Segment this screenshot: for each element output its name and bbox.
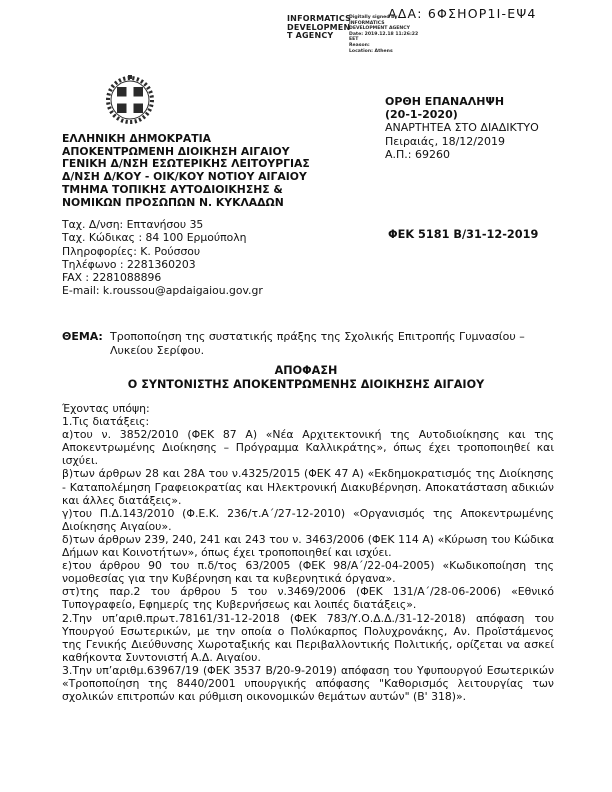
- ada-code: ΑΔΑ: 6ΦΣΗΟΡ1Ι-ΕΨ4: [388, 6, 537, 21]
- correct-repetition-date: (20-1-2020): [385, 108, 458, 122]
- signature-agency-line: INFORMATICS: [287, 14, 352, 23]
- signature-details: [349, 15, 418, 54]
- signature-detail-line: DEVELOPMENT AGENCY: [349, 26, 410, 32]
- decision-body: [62, 402, 554, 703]
- signature-detail-line: Date: 2019.12.18 11:26:22: [349, 31, 419, 37]
- body-paragraph: στ)της παρ.2 του άρθρου 5 του ν.3469/2006 (ΦΕΚ 131/Α΄/28-06-2006) «Εθνικό Τυπογραφείο, Εφημερίς της Κυβερνήσεως και λοιπές διατάξεις».: [62, 585, 554, 612]
- contact-line: Ταχ. Δ/νση: Επτανήσου 35: [62, 218, 204, 231]
- greek-republic-emblem-icon: [102, 74, 158, 126]
- authority-line: ΓΕΝΙΚΗ Δ/ΝΣΗ ΕΣΩΤΕΡΙΚΗΣ ΛΕΙΤΟΥΡΓΙΑΣ: [62, 157, 310, 171]
- authority-line: ΝΟΜΙΚΩΝ ΠΡΟΣΩΠΩΝ Ν. ΚΥΚΛΑΔΩΝ: [62, 195, 284, 209]
- contact-line: FAX : 2281088896: [62, 271, 162, 285]
- body-paragraph: δ)των άρθρων 239, 240, 241 και 243 του ν. 3463/2006 (ΦΕΚ 114 Α) «Κύρωση του Κώδικα Δήμων και Κοινοτήτων», όπως έχει τροποποιηθεί και ισχύει.: [62, 532, 554, 560]
- fek-reference: ΦΕΚ 5181 Β/31-12-2019: [388, 228, 539, 241]
- body-paragraph: β)των άρθρων 28 και 28Α του ν.4325/2015 (ΦΕΚ 47 Α) «Εκδημοκρατισμός της Διοίκησης - Καταπολέμηση Γραφειοκρατίας και Ηλεκτρονική Διακυβέρνηση. Αποκατάσταση αδικιών και άλλες διατάξεις».: [62, 467, 554, 507]
- authority-line: ΤΜΗΜΑ ΤΟΠΙΚΗΣ ΑΥΤΟΔΙΟΙΚΗΣΗΣ &: [62, 182, 283, 196]
- correct-repetition-label: ΟΡΘΗ ΕΠΑΝΑΛΗΨΗ: [385, 95, 505, 108]
- authority-line: Δ/ΝΣΗ Δ/ΚΟΥ - ΟΙΚ/ΚΟΥ ΝΟΤΙΟΥ ΑΙΓΑΙΟΥ: [62, 170, 307, 184]
- body-paragraph: 2.Την υπ’αριθ.πρωτ.78161/31-12-2018 (ΦΕΚ 783/Υ.Ο.Δ.Δ./31-12-2018) απόφαση του Υπουργού Εσωτερικών, με την οποία ο Πολύκαρπος Πολυχρονάκης, Αν. Προϊστάμενος της Γενικής Διεύθυνσης Χωροταξικής και Περιβαλλοντικής Πολιτικής, ορίζεται να ασκεί καθήκοντα Συντονιστή Α.Δ. Αιγαίου.: [62, 611, 554, 664]
- place-and-date: Πειραιάς, 18/12/2019: [385, 134, 505, 148]
- signature-detail-line: INFORMATICS: [349, 20, 385, 26]
- contact-line: Πληροφορίες: Κ. Ρούσσου: [62, 244, 201, 258]
- subject-label: ΘΕΜΑ:: [62, 330, 103, 343]
- digital-signature-stamp: [287, 15, 418, 54]
- body-paragraph: 3.Την υπ’αριθμ.63967/19 (ΦΕΚ 3537 Β/20-9-2019) απόφαση του Υφυπουργού Εσωτερικών «Τροποποίηση της 8440/2001 υπουργικής απόφασης "Καθορισμός λειτουργίας των σχολικών επιτροπών και ρύθμιση οικονομικών θεμάτων αυτών" (Β' 318)».: [62, 663, 554, 704]
- header-right-block: [385, 95, 539, 161]
- signature-agency-line: DEVELOPMEN: [287, 22, 351, 32]
- publish-on-internet-note: ΑΝΑΡΤΗΤΕΑ ΣΤΟ ΔΙΑΔΙΚΤΥΟ: [385, 121, 539, 135]
- contact-info-block: [62, 218, 263, 298]
- signature-detail-line: Reason:: [349, 42, 370, 48]
- body-paragraph: ε)του άρθρου 90 του π.δ/τος 63/2005 (ΦΕΚ 98/Α΄/22-04-2005) «Κωδικοποίηση της νομοθεσίας για την Κυβέρνηση και τα κυβερνητικά όργανα».: [62, 559, 554, 586]
- authority-line: ΑΠΟΚΕΝΤΡΩΜΕΝΗ ΔΙΟΙΚΗΣΗ ΑΙΓΑΙΟΥ: [62, 144, 290, 158]
- issuing-authority-block: [62, 133, 310, 209]
- protocol-number: Α.Π.: 69260: [385, 147, 450, 161]
- signature-detail-line: EET: [349, 37, 359, 43]
- contact-line: Τηλέφωνο : 2281360203: [62, 257, 196, 271]
- decision-subtitle: Ο ΣΥΝΤΟΝΙΣΤΗΣ ΑΠΟΚΕΝΤΡΩΜΕΝΗΣ ΔΙΟΙΚΗΣΗΣ ΑΙΓΑΙΟΥ: [127, 377, 485, 391]
- subject-text: Τροποποίηση της συστατικής πράξης της Σχολικής Επιτροπής Γυμνασίου – Λυκείου Σερίφου.: [110, 330, 525, 357]
- body-paragraph: Έχοντας υπόψη:: [62, 402, 150, 415]
- decision-title: ΑΠΟΦΑΣΗ: [274, 364, 338, 377]
- body-paragraph: γ)του Π.Δ.143/2010 (Φ.Ε.Κ. 236/τ.Α΄/27-12-2010) «Οργανισμός της Αποκεντρωμένης Διοίκησης Αιγαίου».: [62, 506, 554, 533]
- body-paragraph: 1.Τις διατάξεις:: [62, 415, 150, 429]
- signature-agency-name: [287, 14, 352, 54]
- contact-line: Ταχ. Κώδικας : 84 100 Ερμούπολη: [62, 231, 247, 245]
- subject-row: [62, 330, 554, 357]
- signature-detail-line: Location: Athens: [349, 48, 393, 54]
- decision-heading: [0, 364, 612, 391]
- body-paragraph: α)του ν. 3852/2010 (ΦΕΚ 87 Α) «Νέα Αρχιτεκτονική της Αυτοδιοίκησης και της Αποκεντρωμένης Διοίκησης – Πρόγραμμα Καλλικράτης», όπως έχει τροποποιηθεί και ισχύει.: [62, 428, 554, 468]
- signature-agency-line: T AGENCY: [287, 31, 334, 41]
- contact-line: E-mail: k.roussou@apdaigaiou.gov.gr: [62, 284, 263, 298]
- signature-detail-line: Digitally signed by: [349, 15, 398, 20]
- authority-line: ΕΛΛΗΝΙΚΗ ΔΗΜΟΚΡΑΤΙΑ: [62, 132, 212, 145]
